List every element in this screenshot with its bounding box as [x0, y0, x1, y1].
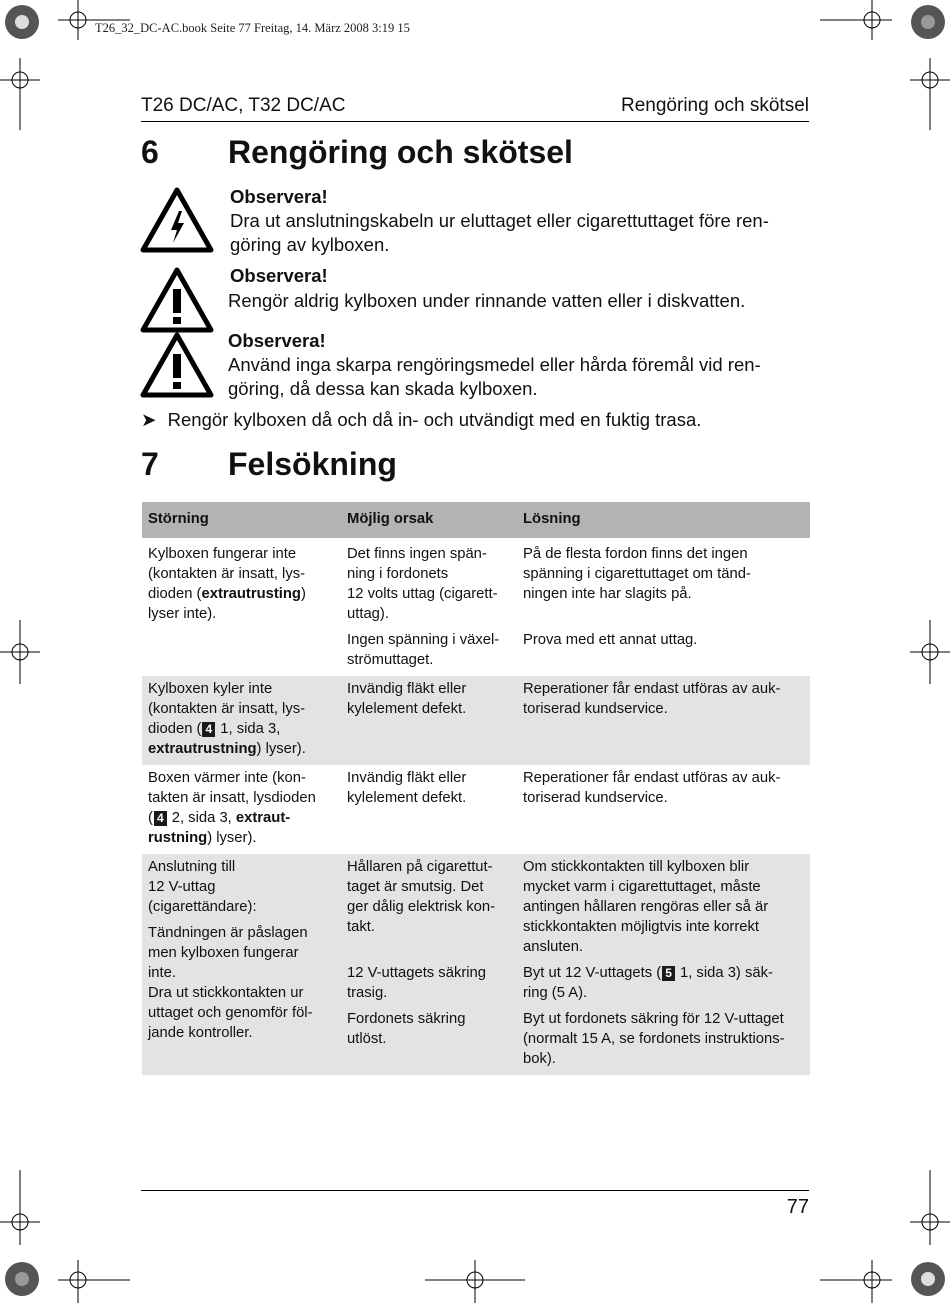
cell-text: 1, sida 3) säk- [675, 965, 773, 981]
cell-line: Kylboxen fungerar inte [148, 546, 297, 562]
section-number: 7 [141, 446, 159, 482]
cell-line [523, 963, 805, 983]
cell-line: Tändningen är påslagen [148, 925, 308, 941]
note-line: göring av kylboxen. [230, 234, 390, 255]
cell-line: Boxen värmer inte (kon- [148, 770, 306, 786]
cause-block [347, 544, 512, 624]
solution-block [523, 1009, 805, 1069]
cell-line: kylelement defekt. [347, 790, 467, 806]
cell-line: inte. [148, 965, 176, 981]
note-title: Observera! [228, 330, 326, 351]
arrow-bullet-icon: ➤ [141, 409, 157, 430]
note-title: Observera! [230, 186, 328, 207]
page-number: 77 [786, 1196, 809, 1218]
cell-line: Reperationer får endast utföras av auk- [523, 770, 781, 786]
note-line: Använd inga skarpa rengöringsmedel eller hårda föremål vid ren- [228, 354, 761, 375]
section-number: 6 [141, 134, 159, 170]
cell-line: mycket varm i cigarettuttaget, måste [523, 879, 761, 895]
cell-text: ) [300, 586, 306, 602]
cell-line: Fordonets säkring [347, 1011, 466, 1027]
cell-text: ( [148, 810, 153, 826]
cell-line: trasig. [347, 985, 388, 1001]
table-row [142, 676, 810, 765]
table-row [142, 854, 810, 1075]
column-header-cause: Möjlig orsak [341, 502, 517, 538]
solution-cell [517, 854, 810, 1075]
cell-line: utlöst. [347, 1031, 387, 1047]
cell-line: (cigarettändare): [148, 899, 257, 915]
fault-block [148, 857, 336, 917]
table-row [142, 765, 810, 854]
cell-line: Anslutning till [148, 859, 236, 875]
note-line: Rengör aldrig kylboxen under rinnande vatten eller i diskvatten. [228, 290, 746, 311]
cell-line: Dra ut stickkontakten ur [148, 985, 304, 1001]
cell-line [148, 719, 336, 739]
column-header-fault: Störning [142, 502, 341, 538]
cell-line: 12 V-uttagets säkring [347, 965, 487, 981]
solution-block [523, 544, 805, 604]
solution-block [523, 963, 805, 1003]
cell-line: stickkontakten möjligtvis inte korrekt [523, 919, 760, 935]
fault-block [148, 923, 336, 1043]
cell-text: 2, sida 3, [167, 810, 236, 826]
cell-bold-text: extrautrustning [148, 741, 257, 757]
cell-line: men kylboxen fungerar [148, 945, 299, 961]
electric-hazard-icon [140, 187, 214, 253]
note-body [228, 353, 761, 401]
table-row [142, 538, 810, 676]
solution-cell [517, 676, 810, 765]
cell-bold-text: rustning [148, 830, 208, 846]
footer-rule [141, 1190, 809, 1191]
troubleshooting-table [142, 502, 810, 1075]
cell-line [148, 828, 336, 848]
cell-line: (normalt 15 A, se fordonets instruktions- [523, 1031, 785, 1047]
cause-block [347, 963, 512, 1003]
instruction-bullet [141, 409, 701, 431]
cell-line: ansluten. [523, 939, 584, 955]
cell-line: (kontakten är insatt, lys- [148, 701, 306, 717]
cell-text: ) lyser). [256, 741, 306, 757]
solution-block [523, 857, 805, 957]
cause-block [347, 630, 512, 670]
cause-cell [341, 854, 517, 1075]
note-title: Observera! [230, 265, 328, 286]
cell-line: takten är insatt, lysdioden [148, 790, 316, 806]
column-header-solution: Lösning [517, 502, 810, 538]
cause-block [347, 1009, 512, 1049]
cell-line [148, 808, 336, 828]
figure-badge: 5 [662, 966, 675, 981]
cell-bold-text: extrautrusting [201, 586, 301, 602]
cell-line: toriserad kundservice. [523, 701, 668, 717]
solution-cell [517, 765, 810, 854]
cell-line: Byt ut fordonets säkring för 12 V-uttaget [523, 1011, 784, 1027]
cell-text: 1, sida 3, [216, 721, 281, 737]
note-body [228, 289, 745, 313]
cell-line: kylelement defekt. [347, 701, 467, 717]
cell-line: Reperationer får endast utföras av auk- [523, 681, 781, 697]
cell-line: På de flesta fordon finns det ingen [523, 546, 748, 562]
cell-line: ningen inte har slagits på. [523, 586, 692, 602]
cell-line: (kontakten är insatt, lys- [148, 566, 306, 582]
fault-cell [142, 676, 341, 765]
cause-cell [341, 538, 517, 676]
cell-line: strömuttaget. [347, 652, 434, 668]
figure-badge: 4 [154, 811, 167, 826]
cell-line: antingen hållaren rengöras eller så är [523, 899, 769, 915]
cell-line: jande kontroller. [148, 1025, 253, 1041]
print-info: T26_32_DC-AC.book Seite 77 Freitag, 14. März 2008 3:19 15 [95, 21, 410, 35]
note-line: göring, då dessa kan skada kylboxen. [228, 378, 538, 399]
instruction-text: Rengör kylboxen då och då in- och utvändigt med en fuktig trasa. [167, 409, 702, 430]
solution-cell [517, 538, 810, 676]
cell-text: ) lyser). [207, 830, 257, 846]
warning-exclamation-icon [140, 267, 214, 333]
section-title: Rengöring och skötsel [228, 134, 573, 170]
solution-block [523, 630, 805, 650]
cell-line: taget är smutsig. Det [347, 879, 484, 895]
cell-line: toriserad kundservice. [523, 790, 668, 806]
cell-line: Kylboxen kyler inte [148, 681, 273, 697]
cell-line: ger dålig elektrisk kon- [347, 899, 496, 915]
cell-line: Ingen spänning i växel- [347, 632, 500, 648]
cell-line: Invändig fläkt eller [347, 770, 467, 786]
cause-block [347, 857, 512, 937]
cell-line: lyser inte). [148, 606, 217, 622]
cell-line: 12 volts uttag (cigarett- [347, 586, 498, 602]
header-rule [141, 121, 809, 122]
cell-line: spänning i cigarettuttaget om tänd- [523, 566, 751, 582]
table-header-row [142, 502, 810, 538]
cell-line: Invändig fläkt eller [347, 681, 467, 697]
header-section: Rengöring och skötsel [621, 95, 809, 116]
cell-line: 12 V-uttag [148, 879, 216, 895]
cell-line: ning i fordonets [347, 566, 449, 582]
cell-line: Om stickkontakten till kylboxen blir [523, 859, 750, 875]
cell-line: Hållaren på cigarettut- [347, 859, 493, 875]
fault-cell [142, 765, 341, 854]
fault-cell [142, 854, 341, 1075]
cause-cell [341, 765, 517, 854]
cell-line: Det finns ingen spän- [347, 546, 487, 562]
cell-line: uttaget och genomför föl- [148, 1005, 313, 1021]
figure-badge: 4 [202, 722, 215, 737]
section-title: Felsökning [228, 446, 397, 482]
note-body [230, 209, 769, 257]
cell-text: Byt ut 12 V-uttagets ( [523, 965, 662, 981]
cell-line: bok). [523, 1051, 556, 1067]
cell-line: takt. [347, 919, 375, 935]
cell-line: uttag). [347, 606, 389, 622]
fault-cell [142, 538, 341, 676]
cell-line [148, 739, 336, 759]
cell-text: dioden ( [148, 721, 202, 737]
note-line: Dra ut anslutningskabeln ur eluttaget eller cigarettuttaget före ren- [230, 210, 769, 231]
warning-exclamation-icon [140, 332, 214, 398]
cell-line: Prova med ett annat uttag. [523, 632, 698, 648]
cause-cell [341, 676, 517, 765]
cell-line [148, 584, 336, 604]
header-product: T26 DC/AC, T32 DC/AC [141, 95, 346, 116]
cell-text: dioden ( [148, 586, 202, 602]
cell-bold-text: extraut- [235, 810, 291, 826]
cell-line: ring (5 A). [523, 985, 588, 1001]
